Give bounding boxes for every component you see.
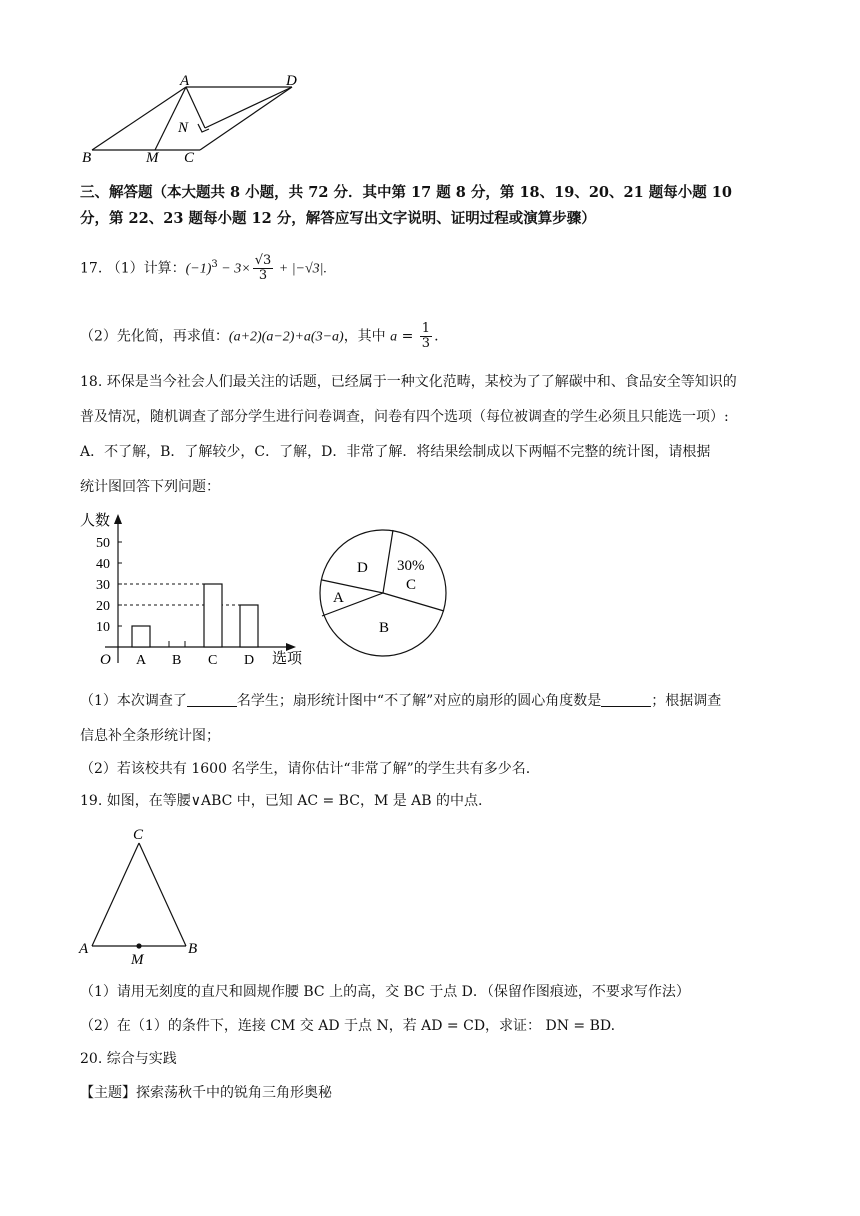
q17-p2-var: a (390, 329, 398, 345)
y-tick-label: 20 (96, 599, 110, 614)
pie-divider-c-d (383, 530, 393, 593)
category-label-C: C (208, 653, 218, 668)
category-label-A: A (136, 653, 147, 668)
q17-p1-frac-num: √3 (254, 253, 272, 268)
pie-divider-c-b (383, 593, 444, 611)
q18-line2: 普及情况，随机调查了部分学生进行问卷调查，问卷有四个选项（每位被调查的学生必须且只能选一项）: (80, 409, 729, 425)
tri-label-C: C (133, 827, 144, 843)
q17-p1-expr-a: (−1) (185, 261, 212, 277)
q17-p1-prefix: 17. （1）计算： (80, 260, 186, 277)
q17-p1-frac-den: 3 (258, 268, 268, 283)
bar-D (240, 605, 258, 647)
label-B: B (82, 150, 92, 166)
bar-chart (70, 508, 310, 673)
pie-label-C: C (406, 577, 417, 593)
q20-title: 20. 综合与实践 (80, 1051, 177, 1067)
q17-p1-expr-b: − 3× (217, 261, 251, 277)
bar-C (204, 584, 222, 647)
y-tick-label: 30 (96, 578, 110, 593)
q20-theme: 【主题】探索荡秋千中的锐角三角形奥秘 (80, 1085, 332, 1101)
q18-line3: A．不了解，B．了解较少，C．了解，D．非常了解．将结果绘制成以下两幅不完整的统计图，请根据 (80, 444, 711, 460)
q18-sub2: （2）若该校共有 1600 名学生，请你估计“非常了解”的学生共有多少名. (80, 761, 531, 777)
label-N: N (178, 120, 189, 136)
point-M (136, 943, 141, 948)
pie-divider-d-a (322, 580, 383, 593)
q17-p1-expr-c: + |−√3|. (275, 261, 328, 277)
q18-line4: 统计图回答下列问题： (80, 479, 220, 495)
pie-label-D: D (357, 560, 368, 576)
chart-origin: O (100, 652, 111, 668)
bar-A (132, 626, 150, 647)
label-M: M (146, 150, 159, 166)
q17-part2 (80, 322, 439, 351)
q17-p1-fraction (253, 254, 274, 283)
y-tick-label: 10 (96, 620, 110, 635)
answer-blank-2[interactable] (601, 692, 651, 707)
answer-blank-1[interactable] (187, 692, 237, 707)
q17-p2-mid: ，其中 (343, 328, 391, 345)
q17-p2-frac-num: 1 (421, 321, 431, 336)
q17-p2-fraction (420, 322, 432, 351)
chart-xlabel: 选项 (272, 651, 303, 667)
parallelogram-figure (70, 70, 320, 170)
label-C: C (184, 150, 195, 166)
q19-text: 19. 如图，在等腰∨ABC 中，已知 AC = BC，M 是 AB 的中点. (80, 793, 483, 809)
q18-sub1 (80, 691, 721, 711)
q18-sub1-a: （1）本次调查了 (80, 693, 187, 709)
chart-ylabel: 人数 (80, 513, 111, 529)
category-label-B: B (172, 653, 182, 668)
q18-sub1-line2: 信息补全条形统计图； (80, 728, 220, 744)
pie-divider-a-b (322, 593, 383, 616)
pie-label-percent: 30% (397, 558, 425, 574)
pie-label-A: A (333, 590, 344, 606)
q17-p2-eq: = (397, 328, 418, 345)
pie-label-B: B (379, 620, 390, 636)
q17-p2-end: . (434, 328, 439, 345)
q17-p2-expr: (a+2)(a−2)+a(3−a) (228, 329, 344, 345)
q18-sub1-c: ；根据调查 (651, 693, 722, 709)
isosceles-triangle-figure (75, 825, 215, 970)
q19-sub2: （2）在（1）的条件下，连接 CM 交 AD 于点 N，若 AD = CD，求证： DN = BD. (80, 1018, 616, 1034)
tri-label-B: B (188, 941, 198, 957)
pie-chart (315, 523, 455, 663)
section-heading-line2: 分，第 22、23 题每小题 12 分，解答应写出文字说明、证明过程或演算步骤） (80, 210, 596, 227)
q18-line1: 18. 环保是当今社会人们最关注的话题，已经属于一种文化范畴，某校为了了解碳中和、食品安全等知识的 (80, 374, 737, 390)
label-D: D (286, 73, 297, 89)
category-label-D: D (244, 653, 255, 668)
q17-p2-prefix: （2）先化简，再求值： (80, 328, 229, 345)
q18-sub1-b: 名学生；扇形统计图中“不了解”对应的扇形的圆心角度数是 (236, 693, 602, 709)
q17-p1-exponent: 3 (211, 258, 218, 270)
tri-label-A: A (79, 941, 89, 957)
y-tick-label: 50 (96, 536, 110, 551)
tri-label-M: M (131, 952, 144, 968)
y-tick-label: 40 (96, 557, 110, 572)
q19-sub1: （1）请用无刻度的直尺和圆规作腰 BC 上的高，交 BC 于点 D．（保留作图痕迹，不要求写作法） (80, 984, 690, 1000)
q17-part1 (80, 254, 327, 283)
q17-p2-frac-den: 3 (421, 336, 431, 351)
label-A: A (180, 73, 190, 89)
section-heading-line1: 三、解答题（本大题共 8 小题，共 72 分．其中第 17 题 8 分，第 18、19、20、21 题每小题 10 (80, 184, 732, 201)
